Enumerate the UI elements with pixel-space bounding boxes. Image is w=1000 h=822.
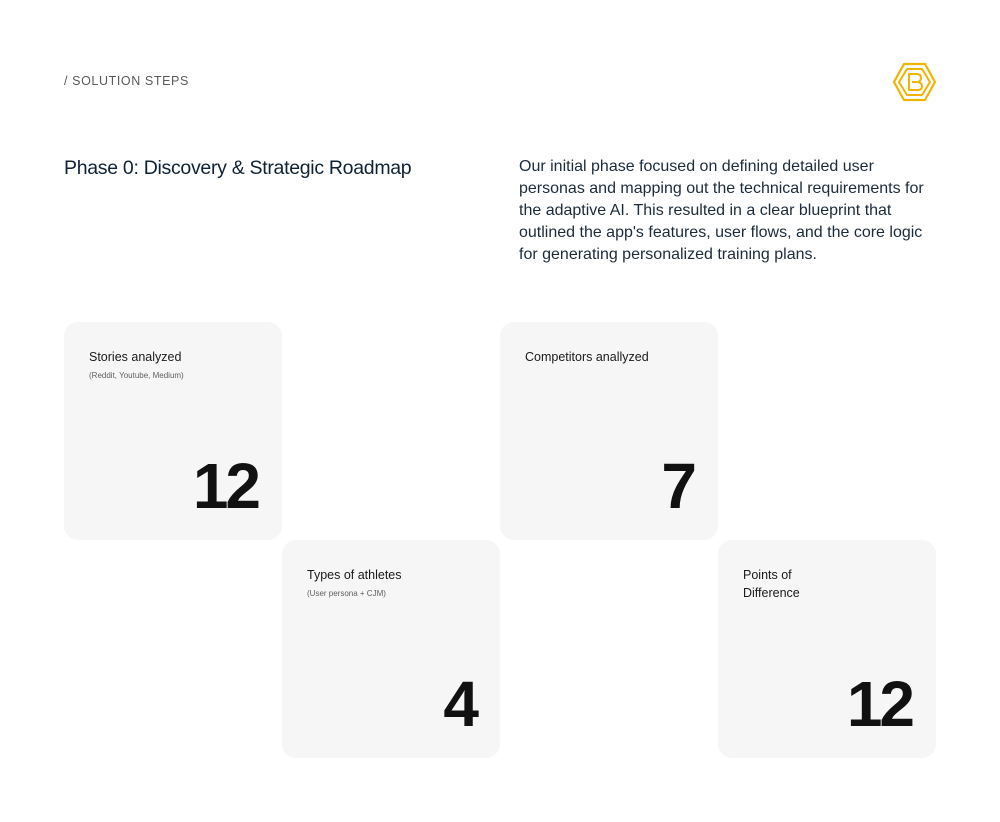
stat-card-value: 7 [661, 450, 694, 522]
section-label: / SOLUTION STEPS [64, 74, 189, 88]
phase-title: Phase 0: Discovery & Strategic Roadmap [64, 157, 412, 179]
stat-card-label: Competitors anallyzed [525, 350, 649, 364]
stat-card-differences [718, 540, 936, 758]
stat-card-value: 12 [846, 668, 912, 740]
stat-card-sublabel: (User persona + CJM) [307, 589, 386, 598]
phase-description: Our initial phase focused on defining detailed user personas and mapping out the technical requirements for the adaptive AI. This resulted in a clear blueprint that outlined the app's features, user flows, and the core logic for generating personalized training plans. [519, 158, 924, 263]
stat-card-athletes [282, 540, 500, 758]
brand-logo-icon [893, 62, 936, 102]
stat-card-label: Types of athletes [307, 568, 402, 582]
stat-card-value: 12 [192, 450, 258, 522]
stat-card-value: 4 [443, 668, 476, 740]
stat-card-competitors [500, 322, 718, 540]
stat-card-sublabel: (Reddit, Youtube, Medium) [89, 371, 184, 380]
stat-card-stories [64, 322, 282, 540]
stat-card-label: Stories analyzed [89, 350, 182, 364]
stat-card-label: Points of Difference [743, 568, 800, 600]
